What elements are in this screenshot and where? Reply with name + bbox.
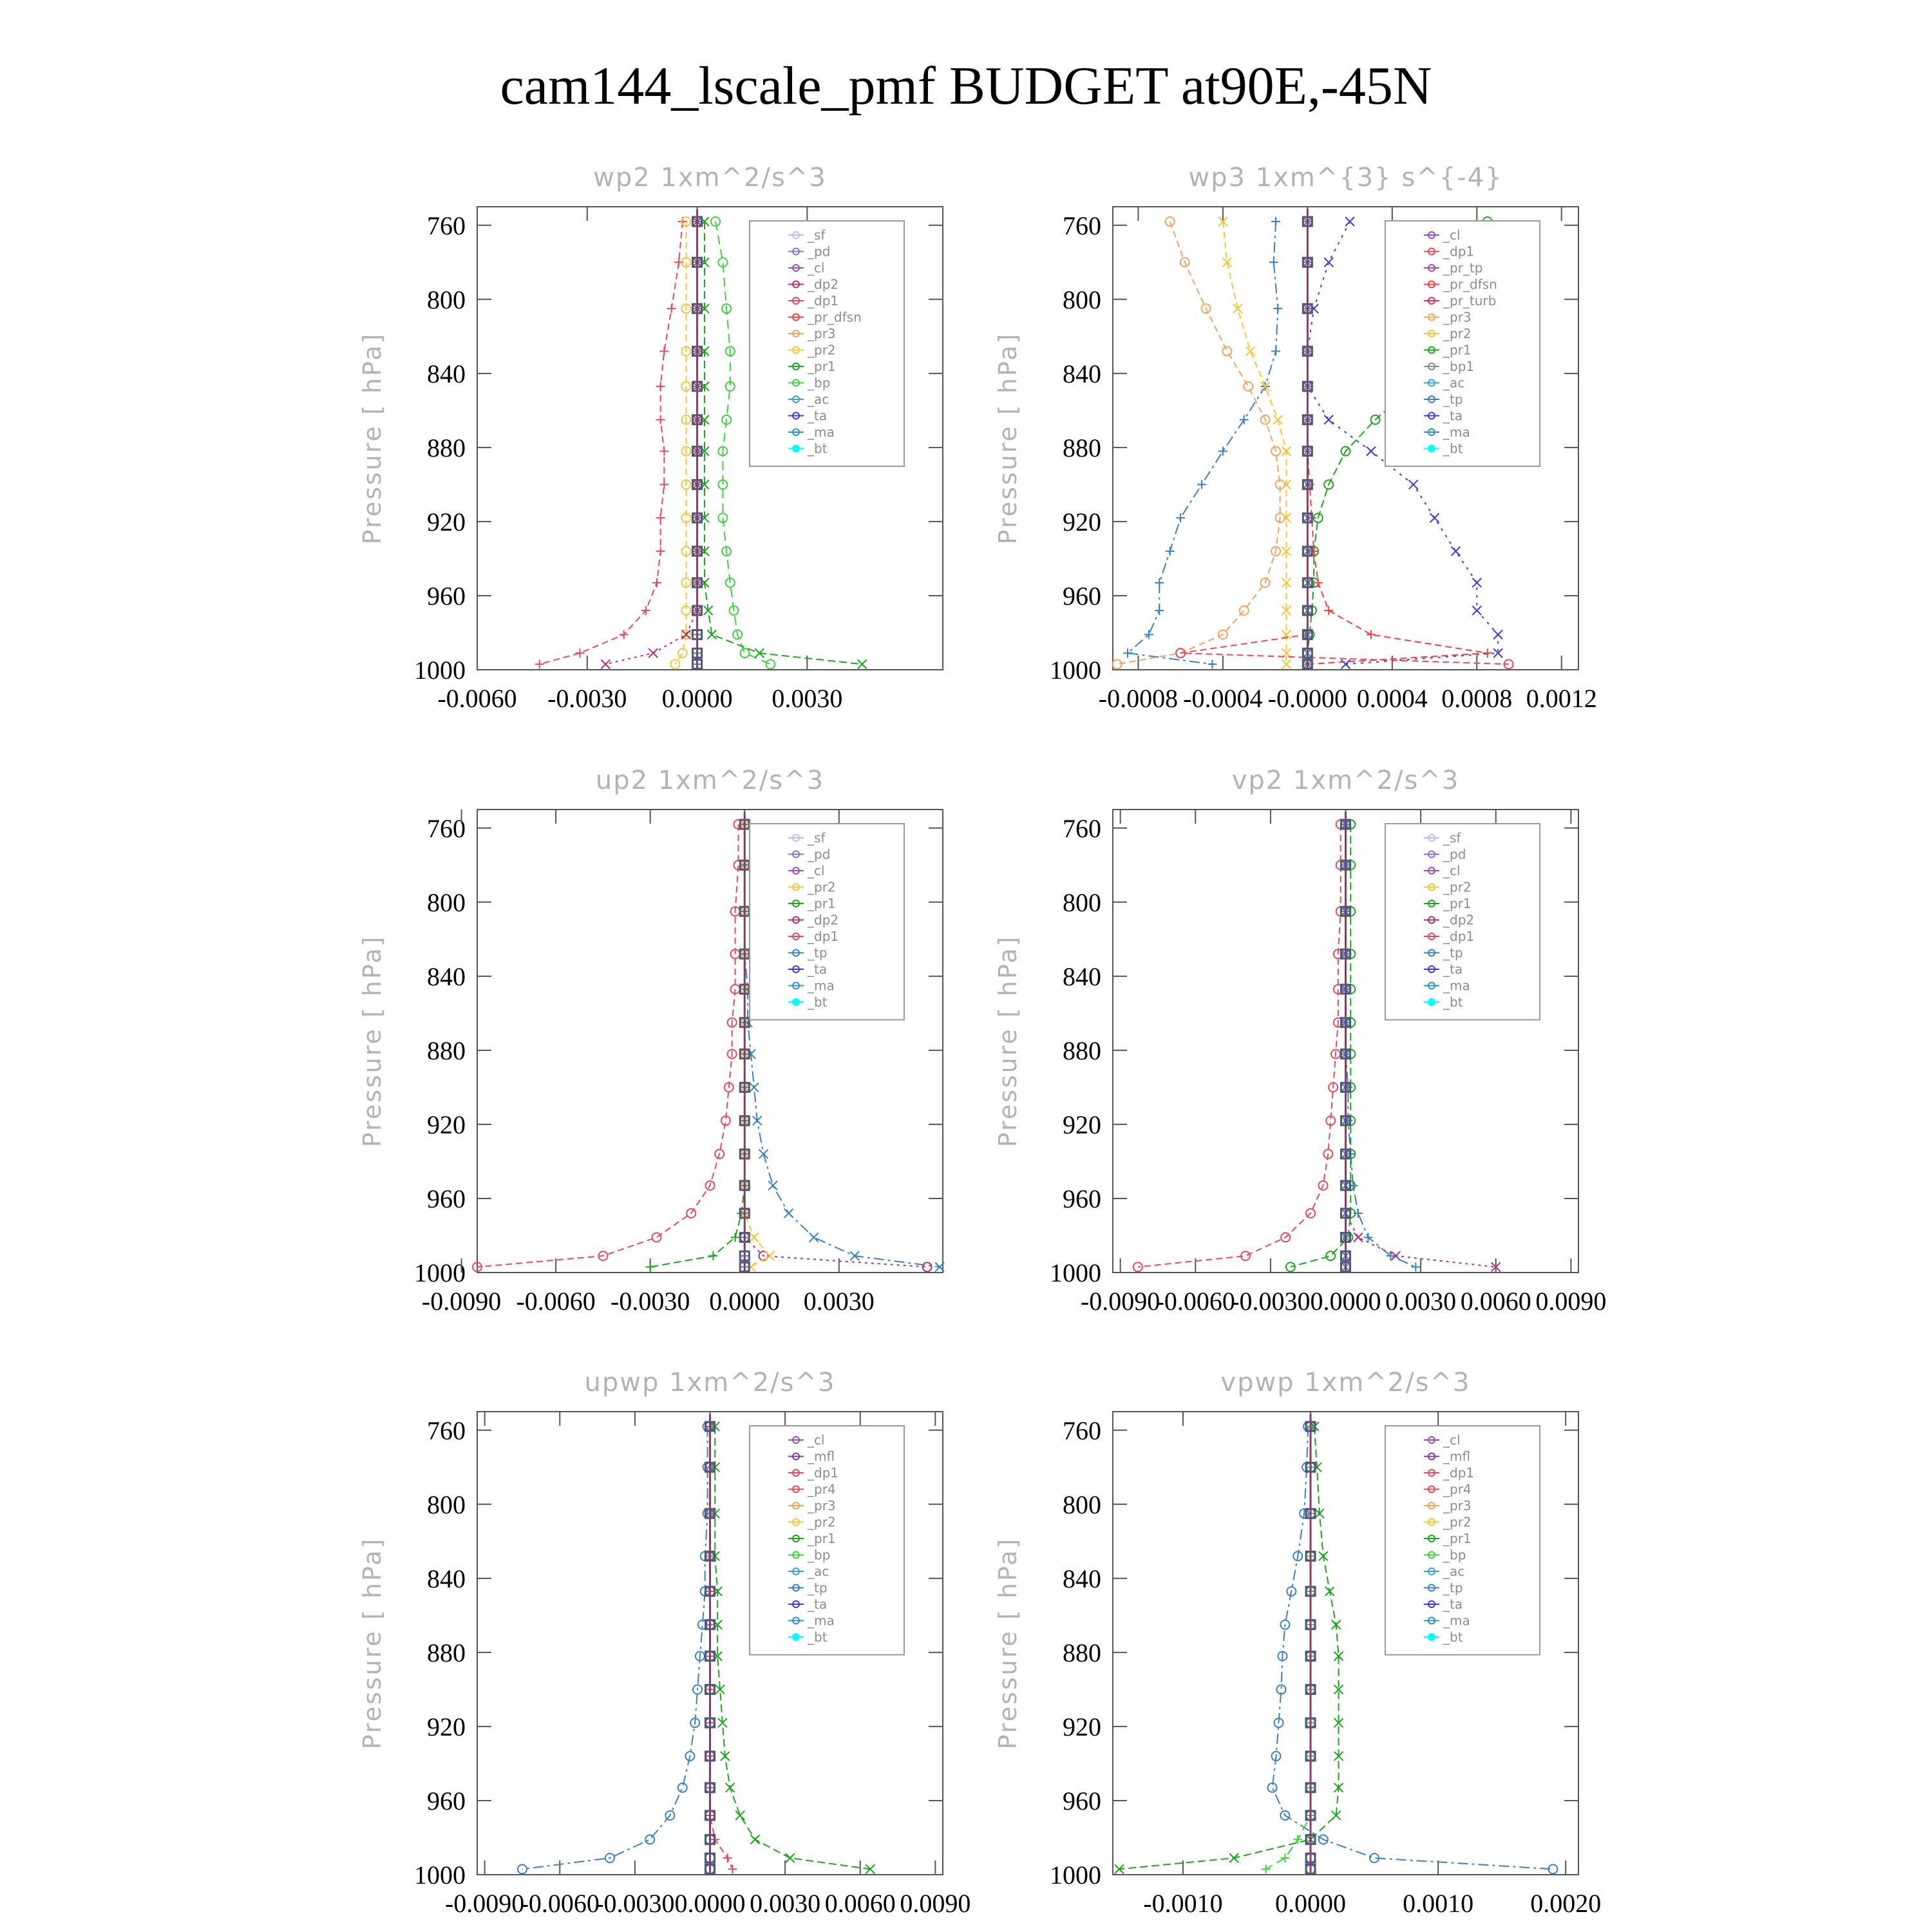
data-point <box>1324 258 1333 267</box>
legend-label: _pd <box>1443 846 1466 862</box>
y-axis-label: Pressure [ hPa] <box>994 332 1022 545</box>
data-point <box>784 1209 793 1218</box>
legend-label: _pr_turb <box>1443 293 1497 308</box>
legend-label: _dp1 <box>808 929 839 944</box>
data-point <box>750 1083 759 1092</box>
x-tick-label: 0.0008 <box>1441 684 1513 713</box>
data-point <box>1246 346 1255 355</box>
panel-3 <box>358 766 944 1316</box>
y-tick-label: 840 <box>427 1564 466 1593</box>
legend-label: _bt <box>1443 994 1463 1010</box>
series-line-pr4 <box>710 1426 733 1869</box>
legend-label: _pr2 <box>1443 326 1472 341</box>
y-tick-label: 880 <box>427 1638 466 1667</box>
y-axis-label: Pressure [ hPa] <box>358 332 386 545</box>
panel-5 <box>358 1368 971 1918</box>
data-point <box>1222 258 1231 267</box>
x-tick-label: -0.0000 <box>1267 684 1348 713</box>
data-point <box>1229 1853 1238 1862</box>
data-point <box>1176 513 1185 522</box>
series-line-pr2 <box>1223 222 1287 664</box>
data-point <box>858 659 867 668</box>
data-point <box>1411 1262 1420 1271</box>
legend-label: _mfl <box>808 1448 835 1464</box>
x-tick-label: 0.0030 <box>1385 1287 1457 1316</box>
data-point <box>1324 415 1333 424</box>
legend-label: _ac <box>808 1564 829 1579</box>
legend-label: _cl <box>1443 1432 1461 1448</box>
legend-label: _dp1 <box>808 293 839 308</box>
legend-label: _dp1 <box>1443 929 1475 944</box>
y-tick-label: 840 <box>1063 1564 1101 1593</box>
legend-label: _pr3 <box>808 1498 836 1513</box>
data-point <box>1409 480 1418 489</box>
data-point <box>1483 649 1492 658</box>
legend-label: _bt <box>808 994 828 1010</box>
panel-2 <box>994 163 1597 713</box>
legend-marker <box>792 1633 800 1641</box>
y-axis-label: Pressure [ hPa] <box>994 1537 1022 1750</box>
legend-label: _pr1 <box>1443 1531 1472 1546</box>
data-point <box>652 578 661 587</box>
legend-label: _bt <box>1443 440 1463 457</box>
data-point <box>1367 447 1376 456</box>
panel-title: wp3 1xm^{3} s^{-4} <box>1188 163 1503 193</box>
data-point <box>659 346 668 355</box>
x-tick-label: 0.0060 <box>1460 1287 1531 1316</box>
legend-label: _pd <box>808 243 831 260</box>
y-tick-label: 960 <box>427 581 466 611</box>
data-point <box>659 480 668 489</box>
y-tick-label: 840 <box>1063 961 1101 991</box>
data-point <box>1293 1835 1302 1844</box>
data-point <box>1222 346 1231 355</box>
x-tick-label: 0.0030 <box>803 1287 875 1316</box>
data-point <box>759 1150 768 1159</box>
y-tick-label: 880 <box>1063 1638 1101 1667</box>
y-axis-label: Pressure [ hPa] <box>358 934 386 1148</box>
panel-title: up2 1xm^2/s^3 <box>595 766 825 795</box>
panel-1 <box>358 163 943 713</box>
x-tick-label: -0.0030 <box>547 684 627 713</box>
data-point <box>1262 1864 1271 1873</box>
legend-label: _ta <box>1443 1596 1463 1612</box>
x-tick-label: 0.0000 <box>661 684 733 713</box>
data-point <box>1273 415 1282 424</box>
y-tick-label: 800 <box>1063 887 1101 917</box>
legend-label: _ta <box>1443 408 1463 424</box>
x-tick-label: -0.0004 <box>1183 684 1263 713</box>
legend-label: _pr1 <box>808 896 836 911</box>
legend-label: _ta <box>808 1596 828 1612</box>
y-tick-label: 800 <box>1063 285 1101 314</box>
legend-label: _ac <box>1443 375 1465 391</box>
data-point <box>723 1853 732 1862</box>
panel-4 <box>994 766 1606 1316</box>
x-tick-label: 0.0090 <box>1535 1287 1607 1316</box>
legend-label: _ma <box>1443 424 1470 440</box>
y-tick-label: 1000 <box>414 656 466 685</box>
y-axis-label: Pressure [ hPa] <box>994 934 1022 1148</box>
data-point <box>1240 606 1249 615</box>
x-tick-label: -0.0060 <box>520 1889 600 1918</box>
y-tick-label: 1000 <box>1050 1258 1101 1287</box>
figure-title: cam144_lscale_pmf BUDGET at90E,-45N <box>500 56 1432 116</box>
legend-label: _cl <box>1443 863 1461 878</box>
legend-label: _tp <box>1443 392 1463 407</box>
legend-marker <box>1428 998 1435 1006</box>
series-line-bp <box>1266 1426 1311 1869</box>
legend-label: _dp1 <box>808 1465 839 1481</box>
legend-label: _pr4 <box>1443 1481 1472 1497</box>
x-tick-label: -0.0010 <box>1143 1889 1223 1918</box>
series-line-dp1 <box>477 824 738 1267</box>
x-tick-label: 0.0030 <box>772 684 843 713</box>
data-point <box>766 659 775 668</box>
legend-label: _bt <box>808 1629 828 1645</box>
legend-label: _pr3 <box>1443 309 1472 325</box>
data-point <box>656 547 665 556</box>
legend-label: _ma <box>808 978 835 994</box>
y-tick-label: 920 <box>1063 507 1101 536</box>
data-point <box>645 1835 654 1844</box>
x-tick-label: -0.0030 <box>1231 1287 1311 1316</box>
panel-6 <box>994 1368 1601 1918</box>
series-line-dp2 <box>605 222 697 664</box>
series-line-pr2 <box>675 222 686 664</box>
y-tick-label: 800 <box>427 285 466 314</box>
y-tick-label: 880 <box>1063 1036 1101 1065</box>
data-point <box>535 659 544 668</box>
x-tick-label: 0.0020 <box>1530 1889 1602 1918</box>
y-tick-label: 840 <box>427 961 466 991</box>
legend-marker <box>792 445 800 453</box>
data-point <box>1472 578 1481 587</box>
legend-label: _ta <box>1443 961 1463 977</box>
series-line-pr1 <box>1291 824 1350 1267</box>
legend-label: _ac <box>808 392 829 407</box>
data-point <box>1269 258 1278 267</box>
legend-label: _sf <box>808 227 826 243</box>
data-point <box>646 1262 655 1271</box>
legend-label: _bp <box>1443 1547 1466 1563</box>
legend-label: _pr1 <box>808 1531 836 1546</box>
legend-label: _tp <box>808 945 828 961</box>
y-tick-label: 760 <box>427 813 466 843</box>
data-point <box>735 1811 744 1820</box>
y-tick-label: 960 <box>1063 1184 1101 1213</box>
data-point <box>1208 659 1217 668</box>
y-tick-label: 760 <box>1063 1416 1101 1445</box>
legend-label: _bt <box>1443 1629 1463 1645</box>
x-tick-label: -0.0090 <box>444 1889 525 1918</box>
data-point <box>667 304 676 313</box>
legend-label: _pr2 <box>808 342 836 358</box>
data-point <box>768 1181 777 1190</box>
y-tick-label: 880 <box>427 433 466 462</box>
data-point <box>728 1864 737 1873</box>
y-tick-label: 1000 <box>1050 656 1101 685</box>
x-tick-label: -0.0008 <box>1098 684 1179 713</box>
panel-title: vpwp 1xm^2/s^3 <box>1220 1368 1471 1397</box>
panel-title: wp2 1xm^2/s^3 <box>593 163 827 193</box>
legend-label: _pr_dfsn <box>808 309 862 325</box>
legend-label: _ta <box>808 961 828 977</box>
y-tick-label: 920 <box>1063 1110 1101 1139</box>
x-tick-label: 0.0090 <box>900 1889 971 1918</box>
x-tick-label: -0.0060 <box>1155 1287 1235 1316</box>
x-tick-label: -0.0090 <box>1080 1287 1160 1316</box>
legend-label: _dp2 <box>808 912 839 928</box>
legend-label: _pd <box>808 846 831 862</box>
x-tick-label: 0.0004 <box>1356 684 1428 713</box>
y-tick-label: 920 <box>427 1110 466 1139</box>
data-point <box>708 1251 717 1260</box>
y-tick-label: 840 <box>427 359 466 388</box>
legend-label: _dp1 <box>1443 1465 1475 1481</box>
x-tick-label: -0.0030 <box>595 1889 675 1918</box>
y-tick-label: 880 <box>1063 433 1101 462</box>
panel-title: vp2 1xm^2/s^3 <box>1231 766 1460 795</box>
legend-label: _pr_tp <box>1443 260 1483 276</box>
y-tick-label: 960 <box>427 1786 466 1815</box>
legend-label: _cl <box>808 1432 825 1448</box>
data-point <box>1430 513 1439 522</box>
legend-label: _pr3 <box>808 326 836 341</box>
data-point <box>765 1251 774 1260</box>
legend-label: _pr_dfsn <box>1443 276 1497 292</box>
series-line-pr3 <box>1117 222 1280 664</box>
legend-label: _pr1 <box>1443 342 1472 358</box>
legend-label: _pr2 <box>1443 879 1472 895</box>
data-point <box>656 415 665 424</box>
series-line-dp1 <box>540 222 683 664</box>
data-point <box>1354 1233 1363 1242</box>
y-tick-label: 760 <box>1063 813 1101 843</box>
data-point <box>656 513 665 522</box>
x-tick-label: -0.0030 <box>611 1287 690 1316</box>
data-point <box>1367 630 1376 639</box>
x-tick-label: 0.0000 <box>709 1287 781 1316</box>
legend-label: _dp2 <box>808 276 839 292</box>
panel-title: upwp 1xm^2/s^3 <box>584 1368 836 1397</box>
legend-label: _sf <box>1443 830 1461 846</box>
x-tick-label: 0.0000 <box>674 1889 746 1918</box>
data-point <box>1155 578 1164 587</box>
y-tick-label: 800 <box>427 1490 466 1519</box>
legend-label: _pr1 <box>1443 896 1472 911</box>
y-tick-label: 880 <box>427 1036 466 1065</box>
data-point <box>750 1233 759 1242</box>
data-point <box>810 1233 819 1242</box>
legend-label: _pr2 <box>808 879 836 895</box>
data-point <box>1472 606 1481 615</box>
data-point <box>1233 304 1242 313</box>
data-point <box>1144 630 1153 639</box>
series-line-pr1 <box>650 824 745 1267</box>
data-point <box>1326 1251 1335 1260</box>
legend-label: _tp <box>1443 945 1463 961</box>
x-tick-label: -0.0060 <box>516 1287 596 1316</box>
data-point <box>620 630 629 639</box>
data-point <box>726 1783 735 1792</box>
legend-label: _dp1 <box>1443 243 1475 260</box>
y-tick-label: 840 <box>1063 359 1101 388</box>
series-line-tp <box>1128 222 1278 664</box>
y-tick-label: 960 <box>1063 1786 1101 1815</box>
data-point <box>1324 606 1333 615</box>
data-point <box>750 1835 759 1844</box>
data-point <box>1155 606 1164 615</box>
legend-label: _ac <box>1443 1564 1465 1579</box>
legend-label: _pr1 <box>808 359 836 374</box>
data-point <box>649 649 658 658</box>
y-tick-label: 960 <box>1063 581 1101 611</box>
x-tick-label: 0.0000 <box>1275 1889 1347 1918</box>
legend-label: _ma <box>1443 1613 1470 1629</box>
series-line-dp1 <box>1138 824 1341 1267</box>
y-tick-label: 920 <box>427 507 466 536</box>
legend-label: _bp <box>808 375 831 391</box>
data-point <box>1341 659 1350 668</box>
legend-marker <box>1428 1633 1435 1641</box>
data-point <box>1166 547 1175 556</box>
legend-label: _ta <box>808 408 828 424</box>
data-point <box>601 659 610 668</box>
legend-label: _cl <box>808 863 825 878</box>
x-tick-label: 0.0012 <box>1526 684 1597 713</box>
data-point <box>741 649 750 658</box>
x-tick-label: -0.0060 <box>437 684 517 713</box>
y-tick-label: 1000 <box>414 1861 466 1889</box>
legend-label: _pr2 <box>808 1514 836 1530</box>
data-point <box>678 1783 687 1792</box>
series-line-tp <box>522 1426 708 1869</box>
y-tick-label: 920 <box>427 1712 466 1741</box>
legend-label: _dp2 <box>1443 912 1475 928</box>
y-tick-label: 1000 <box>1050 1861 1101 1889</box>
data-point <box>659 447 668 456</box>
data-point <box>1244 382 1253 391</box>
legend-label: _bp <box>808 1547 831 1563</box>
x-tick-label: 0.0000 <box>1310 1287 1381 1316</box>
data-point <box>1273 304 1282 313</box>
legend-label: _ma <box>808 424 835 440</box>
y-tick-label: 760 <box>1063 211 1101 240</box>
data-point <box>1280 1853 1289 1862</box>
legend-marker <box>1428 445 1435 453</box>
legend-label: _pr4 <box>808 1481 836 1497</box>
legend-label: _bp1 <box>1443 359 1475 374</box>
legend-label: _pr2 <box>1443 1514 1472 1530</box>
y-tick-label: 760 <box>427 211 466 240</box>
data-point <box>575 649 584 658</box>
y-tick-label: 960 <box>427 1184 466 1213</box>
legend-marker <box>792 998 800 1006</box>
x-tick-label: -0.0090 <box>421 1287 502 1316</box>
data-point <box>1493 630 1502 639</box>
data-point <box>1240 415 1249 424</box>
x-tick-label: 0.0030 <box>750 1889 821 1918</box>
y-tick-label: 760 <box>427 1416 466 1445</box>
legend-label: _tp <box>1443 1580 1463 1596</box>
y-tick-label: 800 <box>1063 1490 1101 1519</box>
data-point <box>1271 217 1280 226</box>
data-point <box>656 382 665 391</box>
data-point <box>1314 578 1323 587</box>
legend-label: _mfl <box>1443 1448 1471 1464</box>
x-tick-label: 0.0010 <box>1403 1889 1474 1918</box>
y-tick-label: 800 <box>427 887 466 917</box>
y-tick-label: 1000 <box>414 1258 466 1287</box>
legend-label: _ma <box>1443 978 1470 994</box>
x-tick-label: 0.0060 <box>824 1889 896 1918</box>
legend-label: _pr3 <box>1443 1498 1472 1513</box>
data-point <box>1451 547 1460 556</box>
data-point <box>1197 480 1206 489</box>
legend-label: _cl <box>1443 227 1461 243</box>
legend-label: _sf <box>808 830 826 846</box>
data-point <box>786 1853 795 1862</box>
data-point <box>1218 447 1227 456</box>
legend-label: _cl <box>808 260 825 276</box>
y-axis-label: Pressure [ hPa] <box>358 1537 386 1750</box>
y-tick-label: 920 <box>1063 1712 1101 1741</box>
data-point <box>1345 217 1354 226</box>
data-point <box>652 1233 661 1242</box>
legend-label: _ma <box>808 1613 835 1629</box>
legend-label: _tp <box>808 1580 828 1596</box>
legend-label: _bt <box>808 440 828 457</box>
data-point <box>1271 346 1280 355</box>
